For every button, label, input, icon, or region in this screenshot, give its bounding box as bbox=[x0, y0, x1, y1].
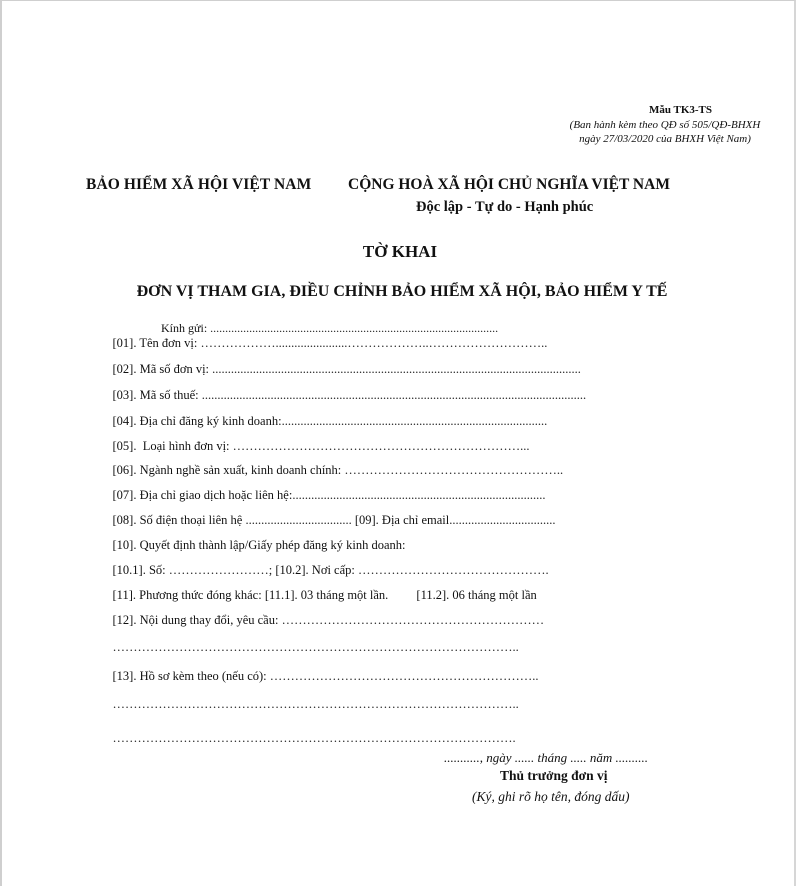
signature-date-line[interactable]: ..........., ngày ...... tháng ..... năm .......... bbox=[444, 750, 649, 765]
issued-by-line-2: ngày 27/03/2020 của BHXH Việt Nam) bbox=[579, 133, 751, 145]
field-fill[interactable]: ........................................................................................................................... bbox=[201, 388, 587, 402]
issued-by-line-1: (Ban hành kèm theo QĐ số 505/QĐ-BHXH bbox=[569, 119, 761, 131]
field-label: [06]. Ngành nghề sản xuất, kinh doanh chính: bbox=[112, 463, 345, 477]
field-label: [07]. Địa chỉ giao dịch hoặc liên hệ: bbox=[112, 488, 293, 502]
recipient-label: Kính gửi: bbox=[161, 321, 211, 335]
agency-name: BẢO HIỂM XÃ HỘI VIỆT NAM bbox=[86, 176, 312, 193]
issued-by-note bbox=[560, 118, 770, 146]
field-fill[interactable]: ..................................................................................... bbox=[281, 414, 548, 428]
field-label-number: [10.1]. Số: bbox=[112, 563, 169, 577]
field-label: [03]. Mã số thuế: bbox=[112, 388, 202, 402]
option-11-2-semiannual[interactable]: [11.2]. 06 tháng một lần bbox=[388, 588, 537, 602]
field-fill[interactable]: ................................................................................. bbox=[292, 488, 546, 502]
field-fill[interactable]: …………………………………………….. bbox=[344, 463, 564, 477]
field-fill[interactable]: ……………………………………………………………... bbox=[232, 439, 530, 453]
phone-fill[interactable]: .................................. bbox=[245, 513, 352, 527]
field-label: [10]. Quyết định thành lập/Giấy phép đăng ký kinh doanh: bbox=[112, 538, 406, 552]
email-fill[interactable]: .................................. bbox=[449, 513, 556, 527]
field-label-phone: [08]. Số điện thoại liên hệ bbox=[112, 513, 246, 527]
field-fill[interactable]: ……………………………………………………………………………………. bbox=[112, 731, 516, 745]
signature-title: Thủ trưởng đơn vị bbox=[500, 768, 608, 783]
field-fill[interactable]: …………………………………………………………………………………….. bbox=[112, 697, 519, 711]
form-code: Mẫu TK3-TS bbox=[648, 104, 712, 116]
recipient-fill[interactable]: ................................................................................................ bbox=[210, 321, 499, 335]
field-label: [02]. Mã số đơn vị: bbox=[112, 362, 213, 376]
field-label: [13]. Hồ sơ kèm theo (nếu có): bbox=[112, 669, 270, 683]
field-fill[interactable]: ……………….......................………………..……………………….. bbox=[200, 336, 548, 350]
field-fill[interactable]: ……………………………………………………….. bbox=[269, 669, 539, 683]
field-label: [01]. Tên đơn vị: bbox=[112, 336, 201, 350]
field-label: [05]. Loại hình đơn vị: bbox=[112, 439, 233, 453]
field-fill[interactable]: ...................................................................................................................... bbox=[212, 362, 581, 376]
field-fill[interactable]: ……………………………………………………… bbox=[281, 613, 545, 627]
field-label-email: [09]. Địa chỉ email bbox=[351, 513, 450, 527]
national-motto: Độc lập - Tự do - Hạnh phúc bbox=[416, 199, 594, 215]
field-label: [04]. Địa chỉ đăng ký kinh doanh: bbox=[112, 414, 282, 428]
document-title: TỜ KHAI bbox=[362, 242, 438, 261]
document-subtitle: ĐƠN VỊ THAM GIA, ĐIỀU CHỈNH BẢO HIỂM XÃ HỘI, BẢO HIỂM Y TẾ bbox=[136, 283, 668, 300]
national-title: CỘNG HOÀ XÃ HỘI CHỦ NGHĨA VIỆT NAM bbox=[348, 176, 670, 193]
signature-instruction: (Ký, ghi rõ họ tên, đóng dấu) bbox=[472, 789, 630, 804]
number-fill[interactable]: ……………………; bbox=[168, 563, 273, 577]
option-11-1-quarterly[interactable]: [11]. Phương thức đóng khác: [11.1]. 03 tháng một lần. bbox=[112, 588, 389, 602]
issuer-fill[interactable]: ………………………………………. bbox=[358, 563, 549, 577]
field-label-issuer: [10.2]. Nơi cấp: bbox=[272, 563, 358, 577]
field-label: [12]. Nội dung thay đổi, yêu cầu: bbox=[112, 613, 282, 627]
field-fill[interactable]: …………………………………………………………………………………….. bbox=[112, 640, 519, 654]
